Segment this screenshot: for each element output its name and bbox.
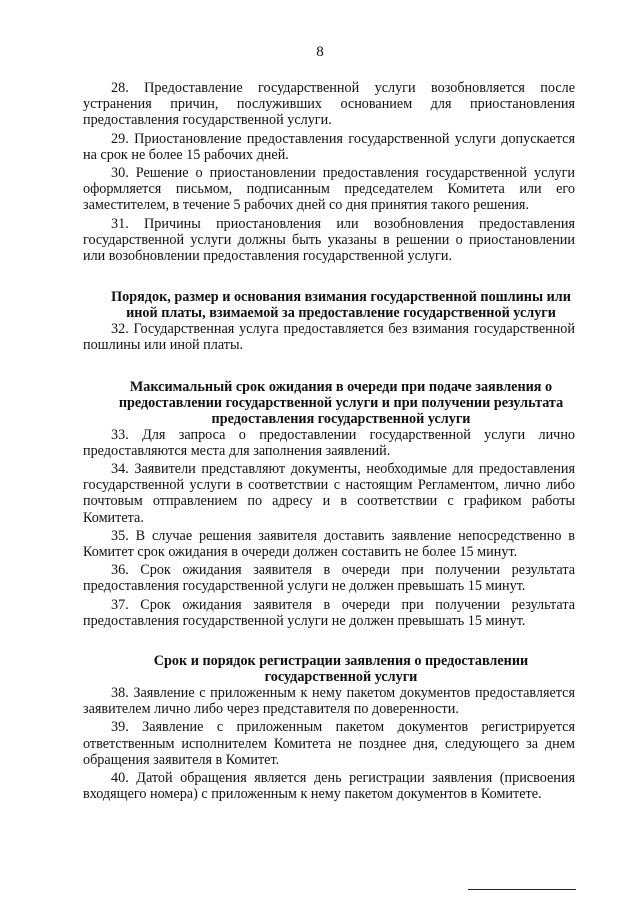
paragraph-33: 33. Для запроса о предоставлении государственной услуги лично предоставляются места для заполнения заявлений.	[83, 426, 575, 459]
paragraph-39: 39. Заявление с приложенным пакетом документов регистрируется ответственным исполнителем Комитета не позднее дня, следующего за днем обращения заявителя в Комитет.	[83, 719, 575, 768]
paragraph-31: 31. Причины приостановления или возобновления предоставления государственной услуги должны быть указаны в решении о приостановлении или возобновлении предоставления государственной услуги.	[83, 215, 575, 265]
paragraph-30: 30. Решение о приостановлении предоставления государственной услуги оформляется письмом, подписанным председателем Комитета или его заместителем, в течение 5 рабочих дней со дня принятия такого решения.	[83, 165, 575, 214]
paragraph-32: 32. Государственная услуга предоставляется без взимания государственной пошлины или иной платы.	[83, 321, 575, 354]
paragraph-40: 40. Датой обращения является день регистрации заявления (присвоения входящего номера) с приложенным к нему пакетом документов в Комитете.	[83, 770, 575, 803]
section-heading-registration: Срок и порядок регистрации заявления о предоставлении государственной услуги	[153, 653, 529, 686]
paragraph-35: 35. В случае решения заявителя доставить заявление непосредственно в Комитет срок ожидания в очереди должен составить не более 15 минут.	[83, 527, 575, 561]
paragraph-34: 34. Заявители представляют документы, необходимые для предоставления государственной услуги в соответствии с настоящим Регламентом, лично либо почтовым отправлением по адресу и в соответствии с графиком работы Комитета.	[83, 461, 575, 526]
paragraph-37: 37. Срок ожидания заявителя в очереди при получении результата предоставления государственной услуги не должен превышать 15 минут.	[83, 596, 575, 629]
paragraph-28: 28. Предоставление государственной услуги возобновляется после устранения причин, послуживших основанием для приостановления предоставления государственной услуги.	[83, 80, 575, 129]
page-number: 8	[316, 44, 324, 60]
paragraph-36: 36. Срок ожидания заявителя в очереди при получении результата предоставления государственной услуги не должен превышать 15 минут.	[83, 562, 575, 595]
document-body	[83, 80, 575, 803]
section-heading-queue-time: Максимальный срок ожидания в очереди при подаче заявления о предоставлении государственной услуги и при получении результата предоставления государственной услуги	[118, 378, 564, 427]
footer-rule	[468, 889, 576, 890]
paragraph-38: 38. Заявление с приложенным к нему пакетом документов предоставляется заявителем лично либо через представителя по доверенности.	[83, 685, 575, 718]
section-heading-fees: Порядок, размер и основания взимания государственной пошлины или иной платы, взимаемой за предоставление государственной услуги	[111, 289, 571, 322]
paragraph-29: 29. Приостановление предоставления государственной услуги допускается на срок не более 15 рабочих дней.	[83, 130, 575, 163]
